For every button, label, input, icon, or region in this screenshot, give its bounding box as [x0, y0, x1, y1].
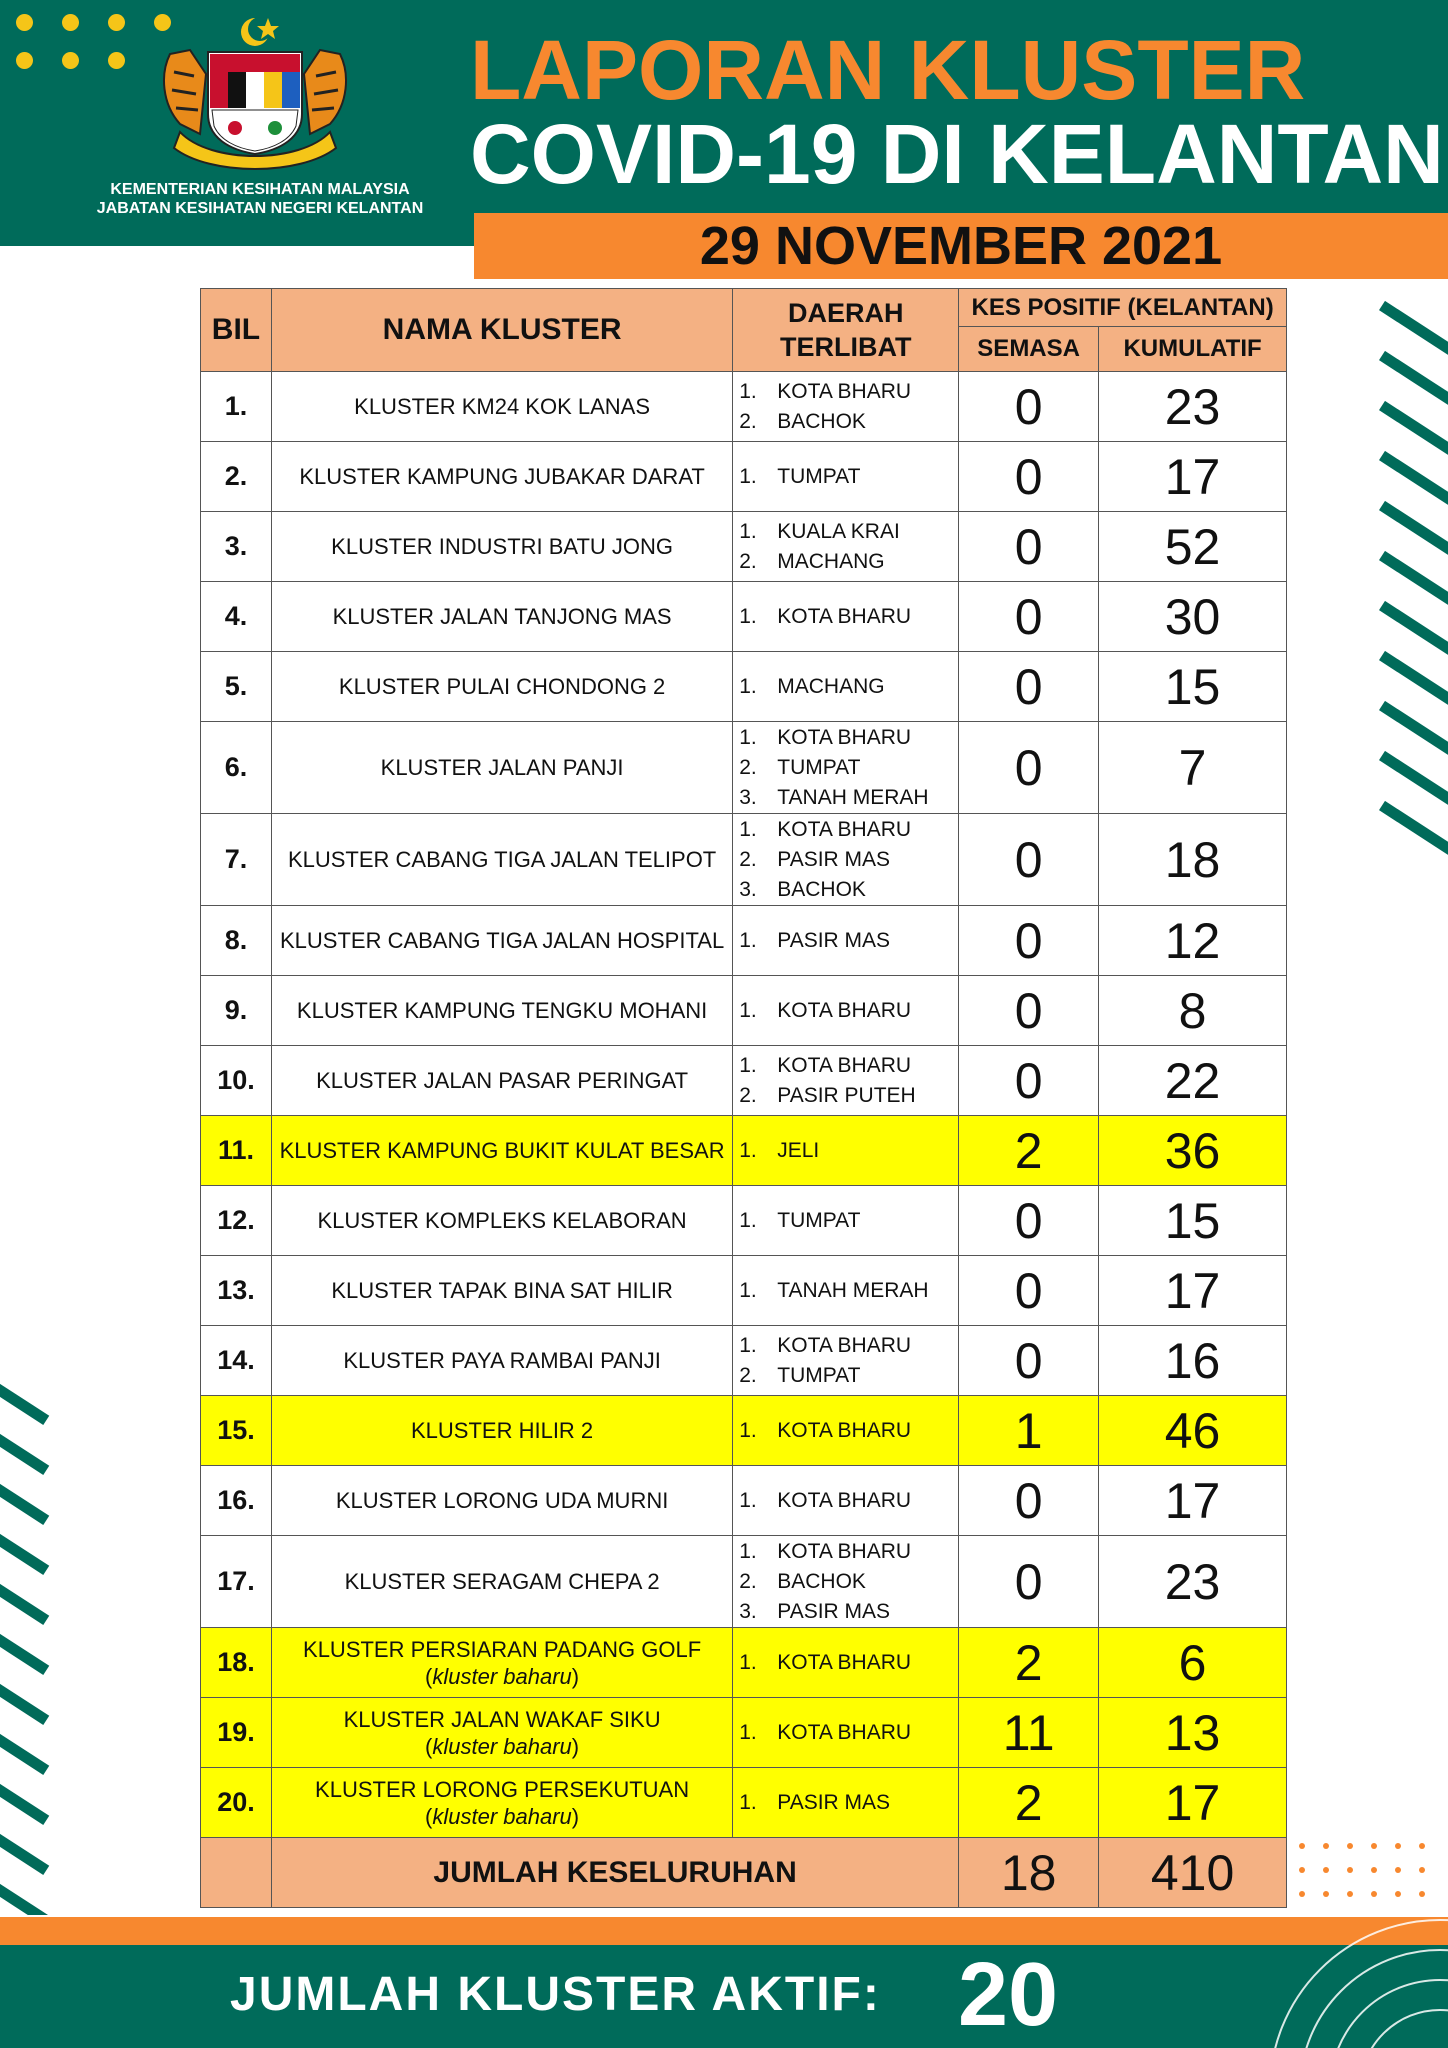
district-name: MACHANG [777, 549, 885, 573]
cell-daerah-terlibat [733, 814, 959, 906]
district-name: KOTA BHARU [777, 1539, 912, 1563]
district-name: TUMPAT [777, 1208, 861, 1232]
table-row [201, 1628, 1287, 1698]
cell-nama-kluster [271, 906, 732, 976]
cell-kumulatif: 17 [1099, 1256, 1287, 1326]
coat-of-arms-icon [150, 14, 360, 174]
cell-bil: 16. [201, 1466, 272, 1536]
cell-daerah-terlibat [733, 372, 959, 442]
cell-nama-kluster [271, 582, 732, 652]
cell-nama-kluster [271, 1536, 732, 1628]
table-row [201, 1046, 1287, 1116]
district-item: 1. KOTA BHARU [739, 1486, 952, 1516]
table-row [201, 814, 1287, 906]
district-name: TANAH MERAH [777, 785, 929, 809]
cell-daerah-terlibat [733, 652, 959, 722]
header-daerah-line-1: DAERAH [787, 298, 904, 328]
district-item: 1. JELI [739, 1136, 952, 1166]
cell-kumulatif: 46 [1099, 1396, 1287, 1466]
district-item: 3. BACHOK [739, 875, 952, 905]
district-name: KOTA BHARU [777, 1053, 912, 1077]
district-item: 2. PASIR PUTEH [739, 1081, 952, 1111]
district-name: KOTA BHARU [777, 1488, 912, 1512]
district-name: KOTA BHARU [777, 817, 912, 841]
cell-nama-kluster [271, 1768, 732, 1838]
cell-semasa: 0 [959, 976, 1099, 1046]
district-name: TUMPAT [777, 755, 861, 779]
district-item: 1. PASIR MAS [739, 926, 952, 956]
district-name: KUALA KRAI [777, 519, 900, 543]
district-name: PASIR PUTEH [777, 1083, 916, 1107]
page-title-line-1: LAPORAN KLUSTER [470, 23, 1306, 117]
cell-kumulatif: 16 [1099, 1326, 1287, 1396]
cluster-name: KLUSTER KAMPUNG JUBAKAR DARAT [299, 464, 705, 489]
district-item: 1. PASIR MAS [739, 1788, 952, 1818]
cell-bil: 18. [201, 1628, 272, 1698]
cell-nama-kluster [271, 1698, 732, 1768]
cell-daerah-terlibat [733, 1256, 959, 1326]
district-item: 1. TUMPAT [739, 1206, 952, 1236]
cell-kumulatif: 23 [1099, 372, 1287, 442]
cell-kumulatif: 23 [1099, 1536, 1287, 1628]
cluster-name: KLUSTER LORONG PERSEKUTUAN [315, 1776, 690, 1802]
cluster-name: KLUSTER KAMPUNG TENGKU MOHANI [296, 998, 708, 1023]
district-item: 3. TANAH MERAH [739, 783, 952, 813]
cell-semasa: 0 [959, 906, 1099, 976]
total-semasa: 18 [959, 1838, 1099, 1908]
district-name: TUMPAT [777, 1363, 861, 1387]
cluster-note: (kluster baharu) [425, 1803, 580, 1829]
district-name: MACHANG [777, 674, 885, 698]
table-row [201, 1326, 1287, 1396]
cluster-table [200, 288, 1287, 1908]
district-name: BACHOK [777, 877, 866, 901]
cluster-name: KLUSTER KOMPLEKS KELABORAN [317, 1208, 687, 1233]
page-title-line-2: COVID-19 DI KELANTAN [470, 107, 1444, 201]
ministry-line-1: KEMENTERIAN KESIHATAN MALAYSIA [110, 181, 410, 198]
district-item: 3. PASIR MAS [739, 1597, 952, 1627]
district-name: KOTA BHARU [777, 1650, 912, 1674]
district-item: 1. KOTA BHARU [739, 602, 952, 632]
cell-kumulatif: 7 [1099, 722, 1287, 814]
cell-bil: 8. [201, 906, 272, 976]
cell-kumulatif: 30 [1099, 582, 1287, 652]
cell-kumulatif: 8 [1099, 976, 1287, 1046]
cell-daerah-terlibat [733, 722, 959, 814]
cluster-name: KLUSTER SERAGAM CHEPA 2 [344, 1569, 660, 1594]
cell-kumulatif: 17 [1099, 1768, 1287, 1838]
cell-bil: 20. [201, 1768, 272, 1838]
cell-kumulatif: 6 [1099, 1628, 1287, 1698]
district-item: 1. KOTA BHARU [739, 1331, 952, 1361]
district-item: 1. KOTA BHARU [739, 1051, 952, 1081]
cell-daerah-terlibat [733, 1396, 959, 1466]
cell-kumulatif: 15 [1099, 652, 1287, 722]
cluster-name: KLUSTER CABANG TIGA JALAN TELIPOT [287, 847, 717, 872]
cell-kumulatif: 13 [1099, 1698, 1287, 1768]
cell-bil: 10. [201, 1046, 272, 1116]
header-daerah-line-2: TERLIBAT [779, 332, 912, 362]
district-name: BACHOK [777, 1569, 866, 1593]
cell-nama-kluster [271, 442, 732, 512]
table-row [201, 652, 1287, 722]
cell-nama-kluster [271, 1466, 732, 1536]
district-item: 2. BACHOK [739, 1567, 952, 1597]
cell-daerah-terlibat [733, 1326, 959, 1396]
cluster-name: KLUSTER LORONG UDA MURNI [335, 1488, 669, 1513]
total-kumulatif: 410 [1099, 1838, 1287, 1908]
cell-semasa: 0 [959, 814, 1099, 906]
cell-bil: 19. [201, 1698, 272, 1768]
district-item: 1. TUMPAT [739, 462, 952, 492]
table-row [201, 512, 1287, 582]
district-item: 2. TUMPAT [739, 1361, 952, 1391]
cell-daerah-terlibat [733, 976, 959, 1046]
cell-daerah-terlibat [733, 1046, 959, 1116]
cell-semasa: 0 [959, 512, 1099, 582]
cell-total-blank [201, 1838, 272, 1908]
table-row [201, 1186, 1287, 1256]
cell-kumulatif: 17 [1099, 442, 1287, 512]
cell-nama-kluster [271, 512, 732, 582]
cell-nama-kluster [271, 1256, 732, 1326]
cluster-name: KLUSTER KM24 KOK LANAS [354, 394, 651, 419]
table-row [201, 722, 1287, 814]
cell-bil: 15. [201, 1396, 272, 1466]
district-item: 1. KOTA BHARU [739, 996, 952, 1026]
district-item: 1. KOTA BHARU [739, 1718, 952, 1748]
table-row [201, 1768, 1287, 1838]
cell-daerah-terlibat [733, 512, 959, 582]
cell-nama-kluster [271, 1116, 732, 1186]
district-item: 2. PASIR MAS [739, 845, 952, 875]
cell-daerah-terlibat [733, 1186, 959, 1256]
active-cluster-count: 20 [958, 1945, 1059, 2045]
cell-bil: 9. [201, 976, 272, 1046]
cell-nama-kluster [271, 1186, 732, 1256]
district-item: 1. KOTA BHARU [739, 1648, 952, 1678]
cell-kumulatif: 17 [1099, 1466, 1287, 1536]
table-row [201, 442, 1287, 512]
cell-bil: 6. [201, 722, 272, 814]
cell-kumulatif: 15 [1099, 1186, 1287, 1256]
cluster-name: KLUSTER JALAN PANJI [380, 755, 624, 780]
cell-bil: 7. [201, 814, 272, 906]
cell-daerah-terlibat [733, 1628, 959, 1698]
district-name: TANAH MERAH [777, 1278, 929, 1302]
cell-kumulatif: 18 [1099, 814, 1287, 906]
table-row [201, 372, 1287, 442]
cell-semasa: 0 [959, 582, 1099, 652]
cell-bil: 3. [201, 512, 272, 582]
cell-semasa: 1 [959, 1396, 1099, 1466]
district-name: BACHOK [777, 409, 866, 433]
table-row [201, 1116, 1287, 1186]
cell-kumulatif: 22 [1099, 1046, 1287, 1116]
decorative-stripes-right [1370, 300, 1448, 860]
cell-kumulatif: 52 [1099, 512, 1287, 582]
cell-semasa: 0 [959, 1046, 1099, 1116]
table-row [201, 1256, 1287, 1326]
cell-daerah-terlibat [733, 906, 959, 976]
header-bil: BIL [201, 289, 272, 372]
cluster-name: KLUSTER HILIR 2 [411, 1418, 594, 1443]
cluster-name: KLUSTER PULAI CHONDONG 2 [338, 674, 666, 699]
cell-nama-kluster [271, 1396, 732, 1466]
cell-nama-kluster [271, 814, 732, 906]
cluster-note-text: kluster baharu [432, 1663, 572, 1689]
cell-bil: 17. [201, 1536, 272, 1628]
district-item: 2. BACHOK [739, 407, 952, 437]
table-row [201, 1698, 1287, 1768]
cell-semasa: 0 [959, 1186, 1099, 1256]
decorative-arcs [1240, 1890, 1448, 2048]
table-row [201, 1396, 1287, 1466]
cluster-name: KLUSTER INDUSTRI BATU JONG [331, 534, 674, 559]
district-name: KOTA BHARU [777, 725, 912, 749]
cell-semasa: 2 [959, 1628, 1099, 1698]
cell-semasa: 2 [959, 1116, 1099, 1186]
cell-nama-kluster [271, 1628, 732, 1698]
cell-daerah-terlibat [733, 1116, 959, 1186]
cell-semasa: 0 [959, 442, 1099, 512]
district-item: 1. KUALA KRAI [739, 517, 952, 547]
cluster-name: KLUSTER KAMPUNG BUKIT KULAT BESAR [279, 1138, 725, 1163]
header-daerah-terlibat [733, 289, 959, 372]
cell-nama-kluster [271, 652, 732, 722]
district-name: KOTA BHARU [777, 998, 912, 1022]
cell-semasa: 0 [959, 372, 1099, 442]
cell-daerah-terlibat [733, 442, 959, 512]
cell-semasa: 0 [959, 1536, 1099, 1628]
cell-kumulatif: 36 [1099, 1116, 1287, 1186]
district-item: 1. KOTA BHARU [739, 377, 952, 407]
cluster-name: KLUSTER JALAN PASAR PERINGAT [316, 1068, 689, 1093]
cell-daerah-terlibat [733, 1698, 959, 1768]
header-semasa: SEMASA [959, 327, 1099, 372]
table-row [201, 1466, 1287, 1536]
footer-orange-band [0, 1917, 1448, 1945]
ministry-name [70, 180, 450, 218]
cluster-note-text: kluster baharu [432, 1733, 572, 1759]
district-item: 1. KOTA BHARU [739, 1416, 952, 1446]
decorative-stripes-left [0, 1355, 64, 1915]
cell-semasa: 11 [959, 1698, 1099, 1768]
district-name: PASIR MAS [777, 1599, 891, 1623]
district-name: KOTA BHARU [777, 604, 912, 628]
cell-nama-kluster [271, 722, 732, 814]
cell-bil: 1. [201, 372, 272, 442]
cluster-name: KLUSTER JALAN WAKAF SIKU [343, 1706, 661, 1732]
district-name: KOTA BHARU [777, 1333, 912, 1357]
cell-semasa: 0 [959, 1466, 1099, 1536]
district-item: 1. TANAH MERAH [739, 1276, 952, 1306]
cell-bil: 11. [201, 1116, 272, 1186]
district-name: PASIR MAS [777, 928, 891, 952]
cell-daerah-terlibat [733, 582, 959, 652]
total-label: JUMLAH KESELURUHAN [271, 1838, 958, 1908]
cell-daerah-terlibat [733, 1536, 959, 1628]
cell-semasa: 0 [959, 1326, 1099, 1396]
cell-daerah-terlibat [733, 1466, 959, 1536]
district-item: 1. KOTA BHARU [739, 723, 952, 753]
cell-bil: 14. [201, 1326, 272, 1396]
cluster-note: (kluster baharu) [425, 1733, 580, 1759]
table-row [201, 1536, 1287, 1628]
table-row [201, 906, 1287, 976]
district-item: 2. TUMPAT [739, 753, 952, 783]
cell-bil: 13. [201, 1256, 272, 1326]
cell-nama-kluster [271, 1046, 732, 1116]
cell-nama-kluster [271, 976, 732, 1046]
cell-semasa: 0 [959, 722, 1099, 814]
district-name: JELI [777, 1138, 820, 1162]
district-name: KOTA BHARU [777, 1720, 912, 1744]
cell-bil: 4. [201, 582, 272, 652]
cell-semasa: 0 [959, 652, 1099, 722]
active-cluster-label: JUMLAH KLUSTER AKTIF: [230, 1968, 881, 2021]
decorative-dots [8, 10, 168, 80]
cell-nama-kluster [271, 1326, 732, 1396]
district-name: PASIR MAS [777, 1790, 891, 1814]
table-row [201, 976, 1287, 1046]
district-name: PASIR MAS [777, 847, 891, 871]
cluster-table-body [201, 372, 1287, 1908]
district-item: 2. MACHANG [739, 547, 952, 577]
cell-nama-kluster [271, 372, 732, 442]
cell-semasa: 0 [959, 1256, 1099, 1326]
district-name: TUMPAT [777, 464, 861, 488]
header-kes-positif: KES POSITIF (KELANTAN) [959, 289, 1287, 327]
cluster-name: KLUSTER PAYA RAMBAI PANJI [343, 1348, 661, 1373]
table-row [201, 582, 1287, 652]
cluster-name: KLUSTER JALAN TANJONG MAS [332, 604, 672, 629]
header-nama-kluster: NAMA KLUSTER [271, 289, 732, 372]
cluster-note: (kluster baharu) [425, 1663, 580, 1689]
report-date: 29 NOVEMBER 2021 [699, 216, 1223, 276]
cluster-name: KLUSTER CABANG TIGA JALAN HOSPITAL [279, 928, 725, 953]
cluster-note-text: kluster baharu [432, 1803, 572, 1829]
district-name: KOTA BHARU [777, 379, 912, 403]
cell-bil: 2. [201, 442, 272, 512]
cell-semasa: 2 [959, 1768, 1099, 1838]
cell-bil: 12. [201, 1186, 272, 1256]
cell-bil: 5. [201, 652, 272, 722]
cell-kumulatif: 12 [1099, 906, 1287, 976]
ministry-line-2: JABATAN KESIHATAN NEGERI KELANTAN [96, 200, 424, 217]
cluster-name: KLUSTER TAPAK BINA SAT HILIR [331, 1278, 673, 1303]
district-name: KOTA BHARU [777, 1418, 912, 1442]
cluster-name: KLUSTER PERSIARAN PADANG GOLF [303, 1636, 702, 1662]
cell-daerah-terlibat [733, 1768, 959, 1838]
header-kumulatif: KUMULATIF [1099, 327, 1287, 372]
district-item: 1. MACHANG [739, 672, 952, 702]
district-item: 1. KOTA BHARU [739, 1537, 952, 1567]
district-item: 1. KOTA BHARU [739, 815, 952, 845]
table-total-row [201, 1838, 1287, 1908]
